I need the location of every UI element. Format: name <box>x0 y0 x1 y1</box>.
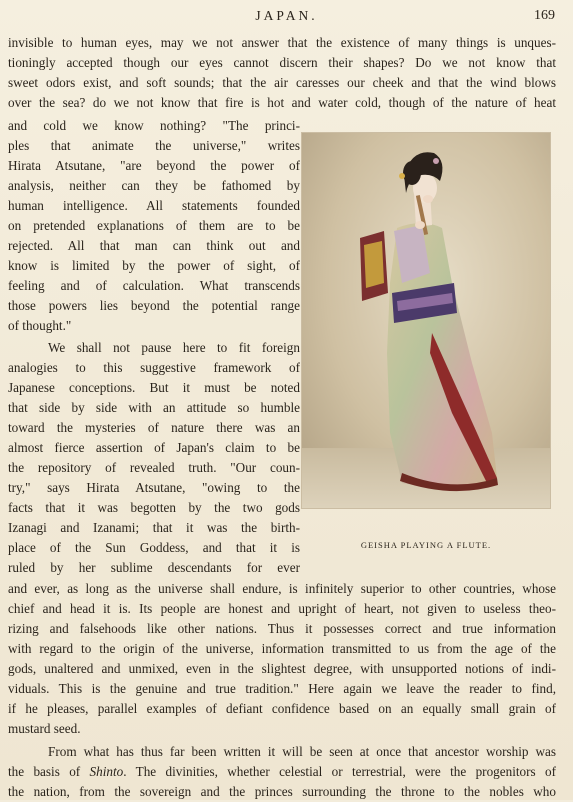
text-line: the repository of revealed truth. "Our coun- <box>8 460 300 475</box>
text-line: From what has thus far been written it will be seen at once that ancestor worship was <box>48 744 556 759</box>
text-line: sweet odors exist, and soft sounds; that the air caresses our cheek and that the wind blows <box>8 75 556 90</box>
text-line: if he pleases, parallel examples of defiant confidence based on an equally small grain of <box>8 701 556 716</box>
text-line: and cold we know nothing? "The princi- <box>8 118 300 133</box>
text-line: invisible to human eyes, may we not answer that the existence of many things is unques- <box>8 35 556 50</box>
text-line: those powers lies beyond the potential range <box>8 298 300 313</box>
text-line: almost fierce assertion of Japan's claim to be <box>8 440 300 455</box>
text-line: ruled by her sublime descendants for ever <box>8 560 300 575</box>
text-line: tioningly accepted though our eyes cannot discern their shapes? Do we not know that <box>8 55 556 70</box>
geisha-illustration <box>302 133 550 508</box>
text-line: gods, unaltered and unmixed, even in the slightest degree, with unsupported notions of indi- <box>8 661 556 676</box>
text-line: place of the Sun Goddess, and that it is <box>8 540 300 555</box>
text-line: toward the mysteries of nature there was an <box>8 420 300 435</box>
geisha-photograph <box>302 133 550 508</box>
text-line: over the sea? do we not know that fire is hot and water cold, though of the nature of heat <box>8 95 556 110</box>
running-head: JAPAN. <box>255 8 318 23</box>
text-line: Izanagi and Izanami; that it was the birth- <box>8 520 300 535</box>
text-line: try," says Hirata Atsutane, "owing to the <box>8 480 300 495</box>
text-line: analogies to this suggestive framework of <box>8 360 300 375</box>
text-line: viduals. This is the genuine and true tradition." Here again we leave the reader to find, <box>8 681 556 696</box>
text-line: on pretended explanations of them are to be <box>8 218 300 233</box>
text-fragment: . The divinities, whether celestial or terrestrial, were the progenitors of <box>123 764 556 779</box>
text-line: know is limited by the power of sight, of <box>8 258 300 273</box>
text-line: that side by side with an attitude so humble <box>8 400 300 415</box>
text-line: and ever, as long as the universe shall endure, is infinitely superior to other countries, whose <box>8 581 556 596</box>
text-line: facts that it was begotten by the two gods <box>8 500 300 515</box>
italic-term: Shinto <box>89 764 124 779</box>
text-line: rizing and falsehoods like other nations. Thus it possesses correct and true information <box>8 621 556 636</box>
text-fragment: the basis of <box>8 764 90 779</box>
text-line: Japanese conceptions. But it must be noted <box>8 380 300 395</box>
text-line: analysis, neither can they be fathomed by <box>8 178 300 193</box>
text-line-shinto <box>8 762 556 782</box>
text-line: ples that animate the universe," writes <box>8 138 300 153</box>
text-line: mustard seed. <box>8 721 81 736</box>
text-line: rejected. All that man can think out and <box>8 238 300 253</box>
text-line: We shall not pause here to fit foreign <box>48 340 300 355</box>
text-line: human intelligence. All statements founded <box>8 198 300 213</box>
text-line: Hirata Atsutane, "are beyond the power of <box>8 158 300 173</box>
page-number: 169 <box>534 8 555 23</box>
text-line: feeling and of calculation. What transcends <box>8 278 300 293</box>
text-line: the nation, from the sovereign and the princes surrounding the throne to the nobles who <box>8 784 556 799</box>
text-line: of thought." <box>8 318 72 333</box>
figure-caption: GEISHA PLAYING A FLUTE. <box>360 540 492 550</box>
text-line: chief and head it is. Its people are honest and upright of heart, not given to useless theo- <box>8 601 556 616</box>
text-line: with regard to the origin of the universe, information transmitted to us from the age of the <box>8 641 556 656</box>
